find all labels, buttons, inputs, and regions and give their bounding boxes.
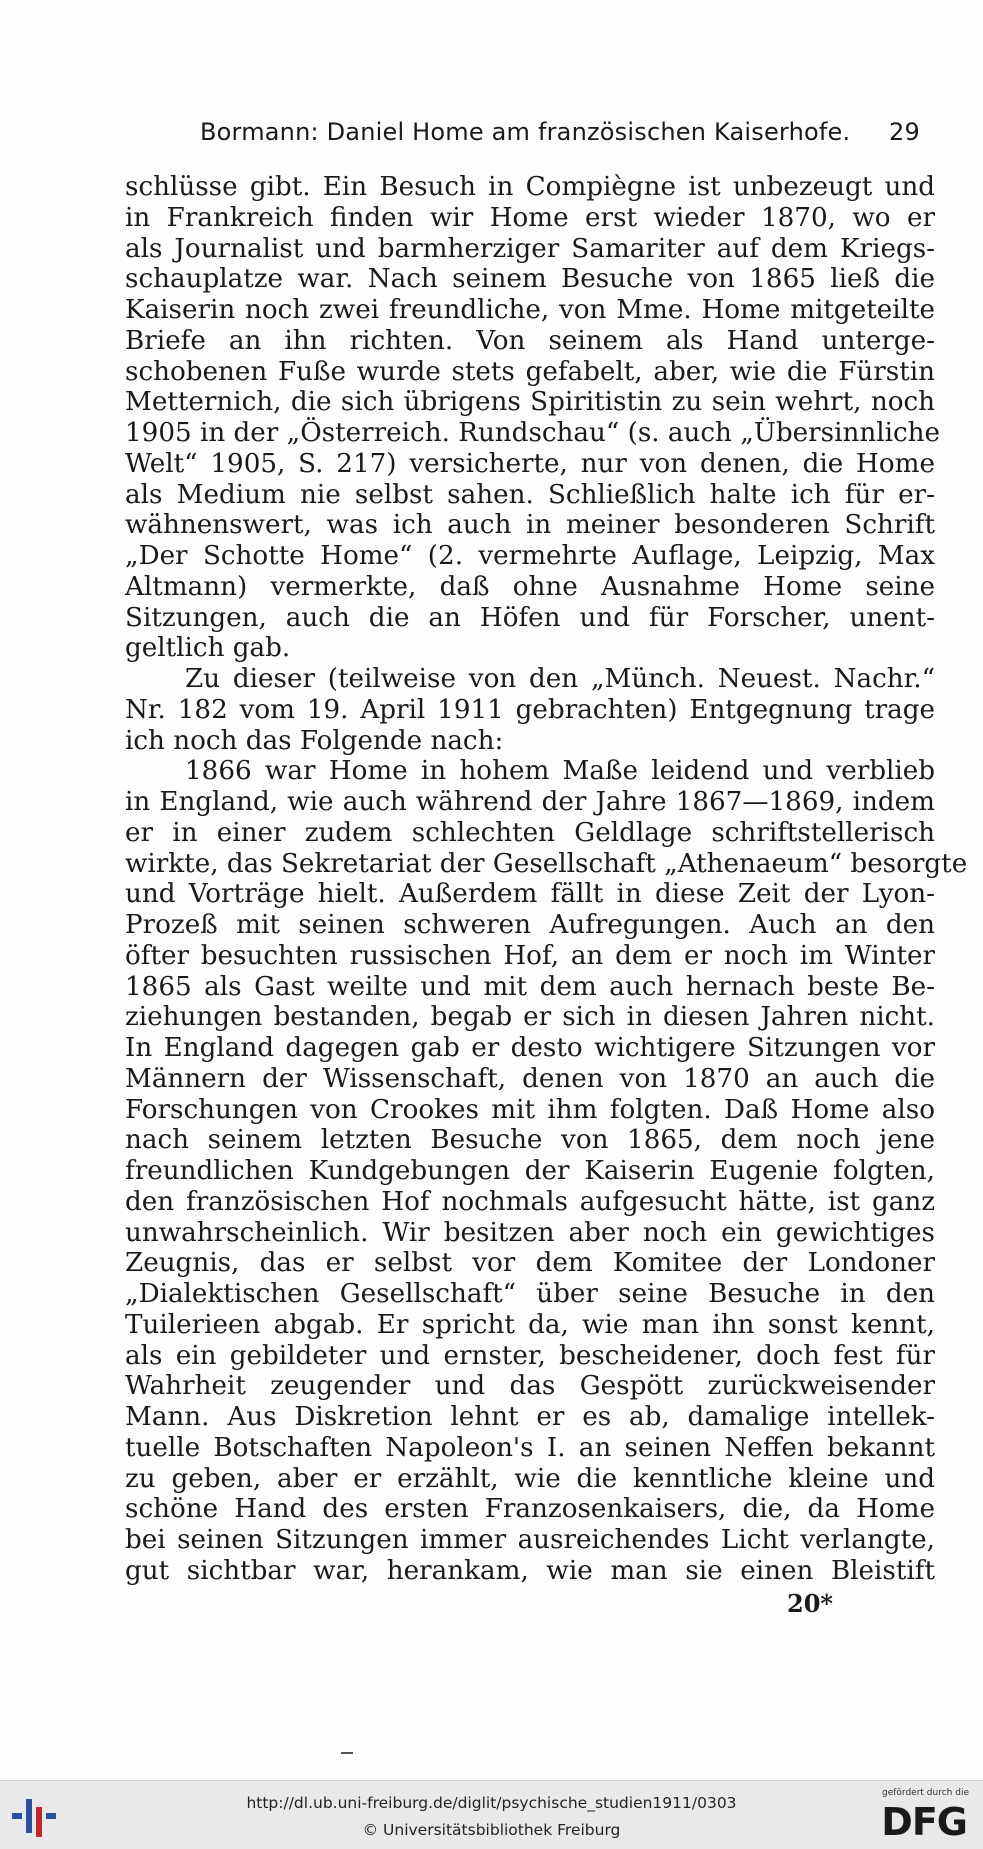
text-line: Prozeß mit seinen schweren Aufregungen. Auch an den (125, 910, 935, 940)
text-line: schöne Hand des ersten Franzosenkaisers, die, da Home (125, 1494, 935, 1525)
text-line: in Frankreich finden wir Home erst wieder 1870, wo er (125, 202, 935, 233)
dfg-caption: gefördert durch die (882, 1788, 969, 1798)
text-line: wirkte, das Sekretariat der Gesellschaft „Athenaeum“ besorgte (125, 848, 968, 879)
running-title: Bormann: Daniel Home am französischen Kaiserhofe. (200, 118, 851, 146)
text-line: wähnenswert, was ich auch in meiner besonderen Schrift (125, 510, 935, 541)
text-line: ziehungen bestanden, begab er sich in diesen Jahren nicht. (125, 1002, 935, 1033)
copyright-notice: © Universitätsbibliothek Freiburg (362, 1821, 621, 1839)
text-line: gut sichtbar war, herankam, wie man sie einen Bleistift (125, 1555, 935, 1586)
text-line: nach seinem letzten Besuche von 1865, dem noch jene (125, 1125, 935, 1156)
text-line: 1865 als Gast weilte und mit dem auch hernach beste Be- (125, 971, 935, 1002)
dfg-logo: DFG (881, 1800, 967, 1844)
text-line: Tuilerieen abgab. Er spricht da, wie man ihn sonst kennt, (125, 1309, 935, 1340)
text-line: Forschungen von Crookes mit ihm folgten. Daß Home also (125, 1094, 935, 1125)
text-line: Welt“ 1905, S. 217) versicherte, nur von denen, die Home (125, 448, 935, 479)
text-line: Mann. Aus Diskretion lehnt er es ab, damalige intellek- (125, 1402, 935, 1432)
text-line: Zeugnis, das er selbst vor dem Komitee der Londoner (125, 1248, 935, 1279)
text-line: geltlich gab. (125, 633, 291, 664)
text-line: „Dialektischen Gesellschaft“ über seine Besuche in den (125, 1279, 935, 1309)
text-line: schauplatze war. Nach seinem Besuche von 1865 ließ die (125, 264, 935, 295)
text-line: öfter besuchten russischen Hof, an dem er noch im Winter (125, 940, 935, 971)
text-line: Wahrheit zeugender und das Gespött zurückweisender (125, 1371, 935, 1402)
text-line: 1866 war Home in hohem Maße leidend und verblieb (185, 756, 935, 787)
text-line: Metternich, die sich übrigens Spiritistin zu sein wehrt, noch (125, 387, 935, 418)
signature-mark: 20* (787, 1589, 833, 1618)
text-line: Briefe an ihn richten. Von seinem als Hand unterge- (125, 325, 935, 356)
text-line: unwahrscheinlich. Wir besitzen aber noch ein gewichtiges (125, 1217, 935, 1248)
text-line: 1905 in der „Österreich. Rundschau“ (s. auch „Übersinnliche (125, 418, 940, 448)
text-line: In England dagegen gab er desto wichtigere Sitzungen vor (125, 1033, 935, 1063)
text-line: Zu dieser (teilweise von den „Münch. Neuest. Nachr.“ (185, 664, 935, 694)
text-line: „Der Schotte Home“ (2. vermehrte Auflage, Leipzig, Max (125, 541, 935, 571)
text-line: den französischen Hof nochmals aufgesucht hätte, ist ganz (125, 1186, 935, 1217)
text-line: Kaiserin noch zwei freundliche, von Mme. Home mitgeteilte (125, 295, 935, 325)
text-line: und Vorträge hielt. Außerdem fällt in diese Zeit der Lyon- (125, 879, 935, 910)
text-line: bei seinen Sitzungen immer ausreichendes Licht verlangte, (125, 1525, 935, 1555)
text-line: Altmann) vermerkte, daß ohne Ausnahme Home seine (125, 571, 935, 602)
text-line: ich noch das Folgende nach: (125, 725, 504, 756)
text-line: Sitzungen, auch die an Höfen und für Forscher, unent- (125, 602, 935, 633)
text-line: zu geben, aber er erzählt, wie die kenntliche kleine und (125, 1463, 935, 1494)
text-line: schlüsse gibt. Ein Besuch in Compiègne ist unbezeugt und (125, 172, 935, 202)
text-line: tuelle Botschaften Napoleon's I. an seinen Neffen bekannt (125, 1432, 935, 1463)
text-line: schobenen Fuße wurde stets gefabelt, aber, wie die Fürstin (125, 356, 935, 387)
text-line: er in einer zudem schlechten Geldlage schriftstellerisch (125, 817, 935, 848)
body-text (125, 172, 968, 1587)
page-number: 29 (889, 118, 920, 146)
text-line: Nr. 182 vom 19. April 1911 gebrachten) Entgegnung trage (125, 694, 935, 725)
text-line: freundlichen Kundgebungen der Kaiserin Eugenie folgten, (125, 1156, 935, 1186)
text-line: Männern der Wissenschaft, denen von 1870 an auch die (125, 1063, 935, 1094)
text-line: als Journalist und barmherziger Samariter auf dem Kriegs- (125, 233, 935, 264)
permalink-url[interactable]: http://dl.ub.uni-freiburg.de/diglit/psychische_studien1911/0303 (246, 1794, 737, 1812)
text-line: als ein gebildeter und ernster, bescheidener, doch fest für (125, 1340, 935, 1371)
text-line: als Medium nie selbst sahen. Schließlich halte ich für er- (125, 479, 935, 510)
viewer-footer (0, 1780, 983, 1849)
text-line: in England, wie auch während der Jahre 1867—1869, indem (125, 787, 935, 817)
stray-mark (341, 1752, 353, 1754)
